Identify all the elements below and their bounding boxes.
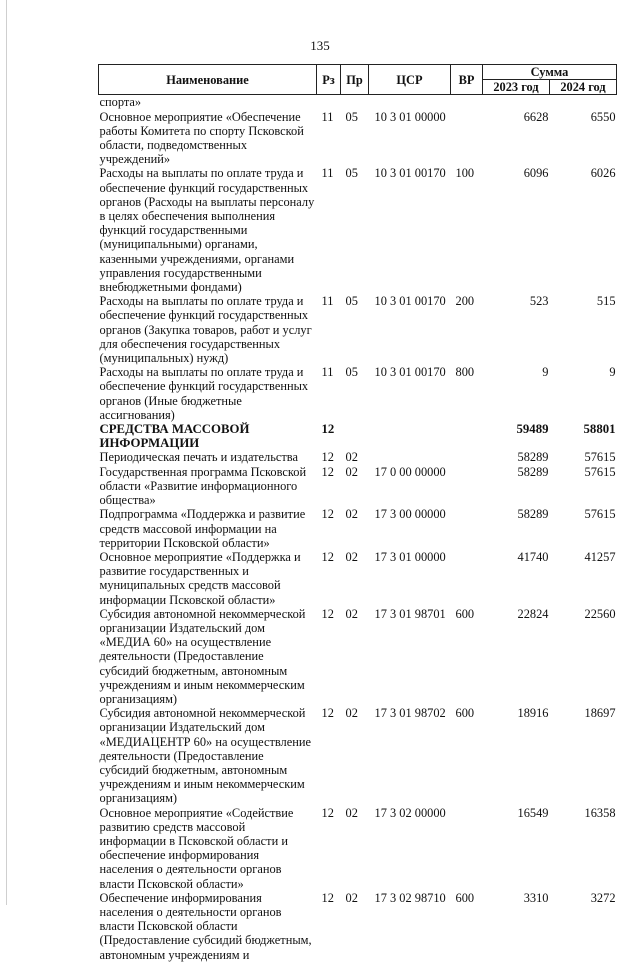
header-sum: Сумма: [483, 65, 617, 80]
header-vr: ВР: [451, 65, 483, 95]
table-row: [99, 465, 617, 508]
table-row: [99, 365, 617, 422]
header-rz: Рз: [317, 65, 341, 95]
row-csr: [369, 422, 451, 450]
budget-table: [98, 64, 617, 962]
row-pr: 02: [345, 450, 358, 465]
row-vr: 600: [455, 890, 475, 905]
table-row: [99, 422, 617, 450]
row-vr: [451, 806, 483, 891]
row-name: Периодическая печать и издательства: [99, 450, 298, 465]
row-csr: 17 0 00 00000: [374, 464, 446, 479]
row-csr: 17 3 00 00000: [374, 507, 446, 522]
row-name: Субсидия автономной некоммерческой организации Издательский дом «МЕДИА 60» на осуществление деятельности (Предоставление субсидий бюджетным, автономным учреждениям и иным некоммерческим организациям): [99, 606, 306, 706]
table-row: [99, 507, 617, 550]
row-vr: 600: [455, 606, 475, 621]
row-name: Государственная программа Псковской области «Развитие информационного общества»: [99, 464, 307, 508]
row-csr: 10 3 01 00170: [374, 294, 446, 309]
row-sum-2024: 18697: [584, 706, 616, 721]
row-sum-2023: [483, 95, 550, 110]
row-csr: 10 3 01 00170: [374, 166, 446, 181]
table-body: [99, 95, 617, 962]
row-name: Основное мероприятие «Обеспечение работы Комитета по спорту Псковской области, подведомственных учреждений»: [99, 109, 304, 167]
row-sum-2023: 18916: [517, 706, 549, 721]
row-pr: 05: [345, 294, 358, 309]
row-name: Основное мероприятие «Содействие развитию средств массовой информации в Псковской области и обеспечение информирования населения о деятельности органов власти Псковской области»: [99, 805, 294, 891]
row-sum-2024: 16358: [584, 805, 616, 820]
row-sum-2024: 9: [609, 365, 616, 380]
row-rz: 12: [321, 464, 334, 479]
row-sum-2023: 6628: [523, 109, 549, 124]
row-name: Основное мероприятие «Поддержка и развитие государственных и муниципальных средств массовой информации Псковской области»: [99, 549, 301, 607]
row-csr: 17 3 01 00000: [374, 549, 446, 564]
table-row: [99, 294, 617, 365]
row-rz: 12: [321, 890, 334, 905]
page-number: 135: [310, 38, 330, 53]
row-vr: 600: [455, 706, 475, 721]
row-rz: [317, 95, 341, 110]
row-sum-2023: 3310: [523, 890, 549, 905]
row-sum-2023: 9: [542, 365, 549, 380]
row-pr: 05: [345, 166, 358, 181]
row-pr: 02: [345, 805, 358, 820]
row-sum-2023: 523: [529, 294, 549, 309]
row-rz: 12: [321, 606, 334, 621]
row-pr: [341, 95, 369, 110]
row-sum-2023: 58289: [517, 450, 549, 465]
row-sum-2024: 57615: [584, 507, 616, 522]
table-row: [99, 166, 617, 294]
row-sum-2023: 22824: [517, 606, 549, 621]
row-pr: 05: [345, 365, 358, 380]
row-csr: [369, 450, 451, 464]
row-rz: 11: [321, 365, 334, 380]
header-pr: Пр: [341, 65, 369, 95]
table-row: [99, 806, 617, 891]
row-sum-2024: 41257: [584, 549, 616, 564]
budget-table-container: [98, 64, 616, 962]
row-pr: 02: [345, 890, 358, 905]
row-name: Обеспечение информирования населения о деятельности органов власти Псковской области (Предоставление субсидий бюджетным, автономным учреждениям и: [99, 890, 312, 962]
row-rz: 12: [321, 422, 335, 437]
row-sum-2023: 58289: [517, 507, 549, 522]
row-sum-2023: 41740: [517, 549, 549, 564]
table-row: [99, 550, 617, 607]
row-rz: 12: [321, 450, 334, 465]
row-name: Расходы на выплаты по оплате труда и обеспечение функций государственных органов (Закупка товаров, работ и услуг для обеспечения государственных (муниципальных) нужд): [99, 294, 312, 366]
row-pr: 05: [345, 109, 358, 124]
row-sum-2024: 22560: [584, 606, 616, 621]
row-vr: [451, 465, 483, 508]
table-row: [99, 110, 617, 167]
row-csr: [369, 95, 451, 110]
row-sum-2024: 6550: [590, 109, 616, 124]
row-sum-2024: 58801: [583, 422, 616, 437]
row-vr: [451, 550, 483, 607]
row-sum-2024: [550, 95, 617, 110]
row-pr: 02: [345, 706, 358, 721]
row-pr: 02: [345, 606, 358, 621]
row-sum-2024: 57615: [584, 450, 616, 465]
table-row: [99, 706, 617, 805]
row-name: Расходы на выплаты по оплате труда и обеспечение функций государственных органов (Расходы на выплаты персоналу в целях обеспечения выполнения функций государственными (муниципальными) органами, казенными учреждениями, органами управления государственными внебюджетными фондами): [99, 166, 315, 295]
row-pr: 02: [345, 507, 358, 522]
header-year-2023: 2023 год: [483, 80, 550, 95]
row-rz: 12: [321, 549, 334, 564]
row-vr: 100: [455, 166, 475, 181]
row-vr: [451, 450, 483, 464]
row-csr: 10 3 01 00170: [374, 365, 446, 380]
row-vr: [451, 422, 483, 450]
row-rz: 12: [321, 706, 334, 721]
row-name: СРЕДСТВА МАССОВОЙ ИНФОРМАЦИИ: [99, 422, 250, 451]
row-rz: 11: [321, 294, 334, 309]
table-row: [99, 450, 617, 464]
header-csr: ЦСР: [369, 65, 451, 95]
row-sum-2023: 59489: [516, 422, 549, 437]
table-row: [99, 891, 617, 962]
row-sum-2024: 3272: [590, 890, 616, 905]
header-name: Наименование: [99, 65, 317, 95]
row-name: спорта»: [99, 95, 142, 110]
row-vr: 800: [455, 365, 475, 380]
row-sum-2023: 6096: [523, 166, 549, 181]
row-vr: [451, 95, 483, 110]
row-pr: 02: [345, 464, 358, 479]
row-csr: 17 3 02 00000: [374, 805, 446, 820]
row-sum-2023: 58289: [517, 464, 549, 479]
row-name: Подпрограмма «Поддержка и развитие средств массовой информации на территории Псковской области»: [99, 507, 306, 550]
row-rz: 11: [321, 166, 334, 181]
row-pr: 02: [345, 549, 358, 564]
table-row: [99, 607, 617, 706]
row-vr: 200: [455, 294, 475, 309]
row-name: Субсидия автономной некоммерческой организации Издательский дом «МЕДИАЦЕНТР 60» на осуществление деятельности (Предоставление субсидий бюджетным, автономным учреждениям и иным некоммерческим организациям): [99, 706, 311, 806]
table-row: [99, 95, 617, 110]
row-sum-2023: 16549: [517, 805, 549, 820]
scan-edge: [6, 0, 7, 905]
row-rz: 12: [321, 507, 334, 522]
header-year-2024: 2024 год: [550, 80, 617, 95]
row-csr: 17 3 01 98702: [374, 706, 446, 721]
row-sum-2024: 515: [596, 294, 616, 309]
row-vr: [451, 110, 483, 167]
row-name: Расходы на выплаты по оплате труда и обеспечение функций государственных органов (Иные бюджетные ассигнования): [99, 365, 309, 422]
row-rz: 11: [321, 109, 334, 124]
row-csr: 10 3 01 00000: [374, 109, 446, 124]
row-sum-2024: 6026: [590, 166, 616, 181]
row-vr: [451, 507, 483, 550]
row-sum-2024: 57615: [584, 464, 616, 479]
table-header: [99, 65, 617, 95]
row-pr: [341, 422, 369, 450]
row-csr: 17 3 02 98710: [374, 890, 446, 905]
row-rz: 12: [321, 805, 334, 820]
row-csr: 17 3 01 98701: [374, 606, 446, 621]
